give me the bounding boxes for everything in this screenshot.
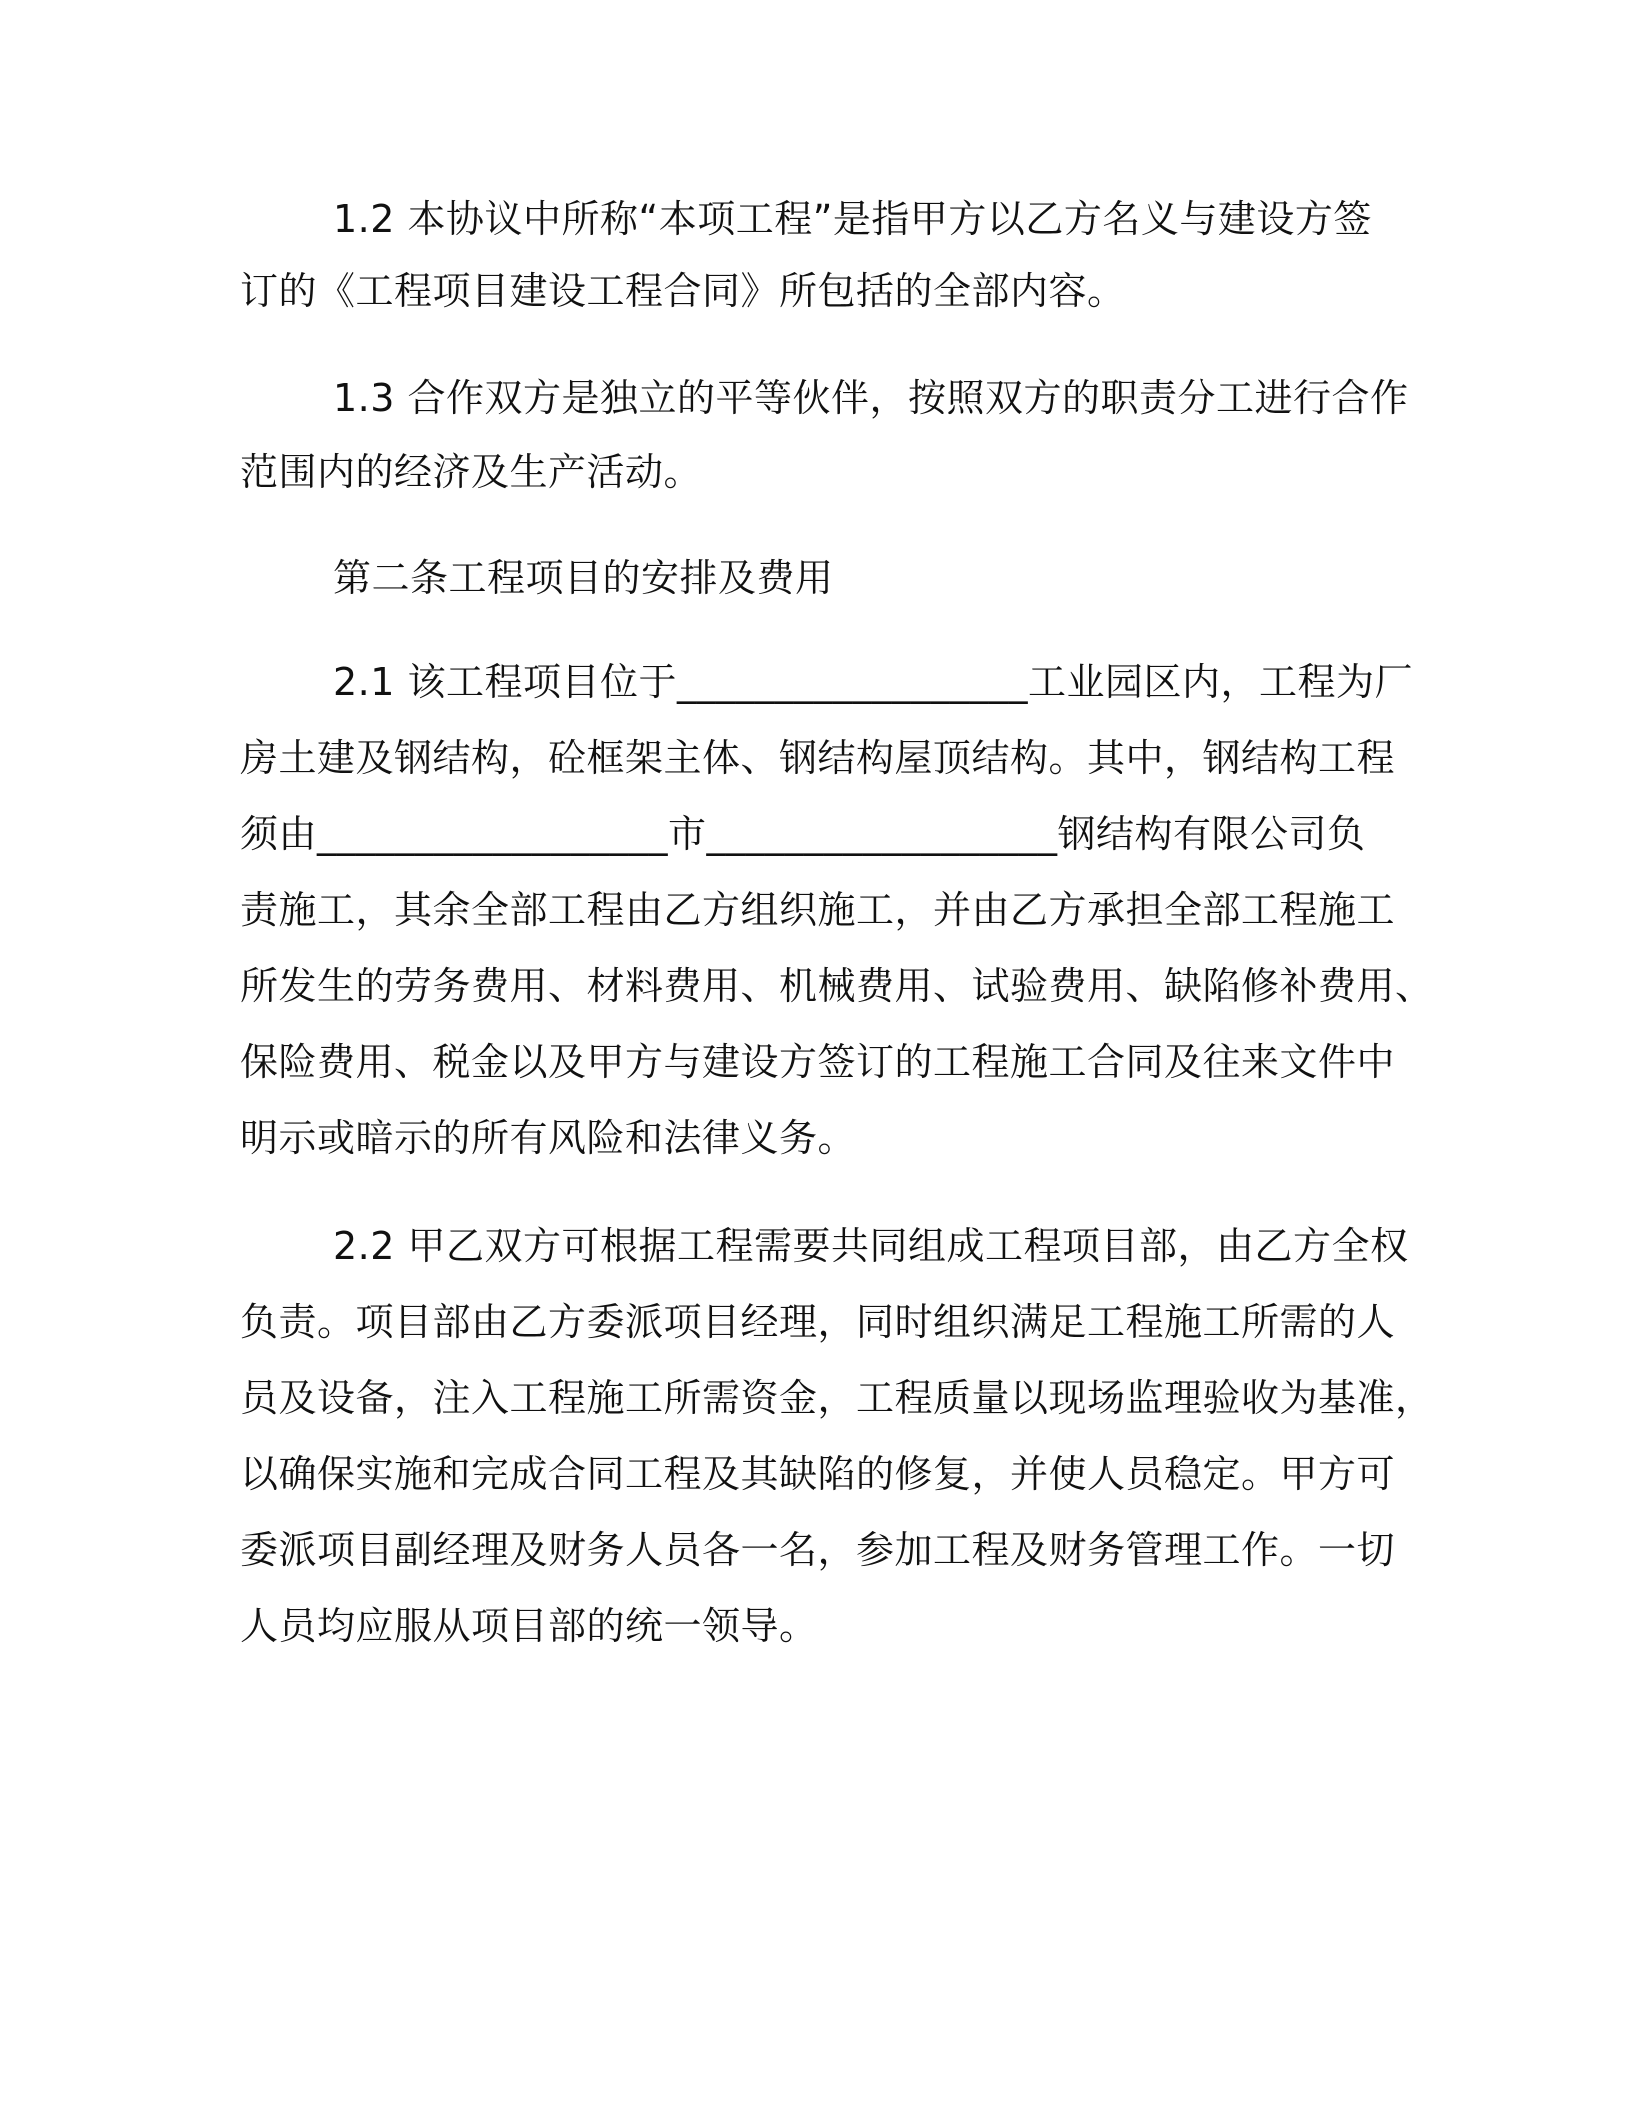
- clause-2-1-line-6: 保险费用、税金以及甲方与建设方签订的工程施工合同及往来文件中: [240, 1040, 1396, 1084]
- clause-2-1-line-2: 房土建及钢结构，砼框架主体、钢结构屋顶结构。其中，钢结构工程: [240, 736, 1396, 780]
- clause-2-1-line-3: 须由__________________市__________________钢结构有限公司负: [240, 812, 1366, 856]
- clause-2-1-line-7: 明示或暗示的所有风险和法律义务。: [240, 1116, 857, 1160]
- clause-2-2-line-6: 人员均应服从项目部的统一领导。: [240, 1604, 818, 1648]
- clause-2-2-line-4: 以确保实施和完成合同工程及其缺陷的修复，并使人员稳定。甲方可: [240, 1452, 1396, 1496]
- clause-2-1-line-1: 2.1 该工程项目位于__________________工业园区内，工程为厂: [333, 660, 1414, 704]
- clause-2-1-line-4: 责施工，其余全部工程由乙方组织施工，并由乙方承担全部工程施工: [240, 888, 1396, 932]
- clause-2-2-line-2: 负责。项目部由乙方委派项目经理，同时组织满足工程施工所需的人: [240, 1300, 1396, 1344]
- clause-1-2-line-1: 1.2 本协议中所称“本项工程”是指甲方以乙方名义与建设方签: [333, 197, 1372, 241]
- clause-1-3-line-1: 1.3 合作双方是独立的平等伙伴，按照双方的职责分工进行合作: [333, 376, 1409, 420]
- clause-2-1-line-5: 所发生的劳务费用、材料费用、机械费用、试验费用、缺陷修补费用、: [240, 964, 1434, 1008]
- article-2-heading: 第二条工程项目的安排及费用: [333, 556, 834, 600]
- clause-2-2-line-5: 委派项目副经理及财务人员各一名，参加工程及财务管理工作。一切: [240, 1528, 1396, 1572]
- clause-2-2-line-3: 员及设备，注入工程施工所需资金，工程质量以现场监理验收为基准，: [240, 1376, 1434, 1420]
- clause-1-2-line-2: 订的《工程项目建设工程合同》所包括的全部内容。: [240, 269, 1126, 313]
- clause-1-3-line-2: 范围内的经济及生产活动。: [240, 450, 703, 494]
- clause-2-2-line-1: 2.2 甲乙双方可根据工程需要共同组成工程项目部，由乙方全权: [333, 1224, 1409, 1268]
